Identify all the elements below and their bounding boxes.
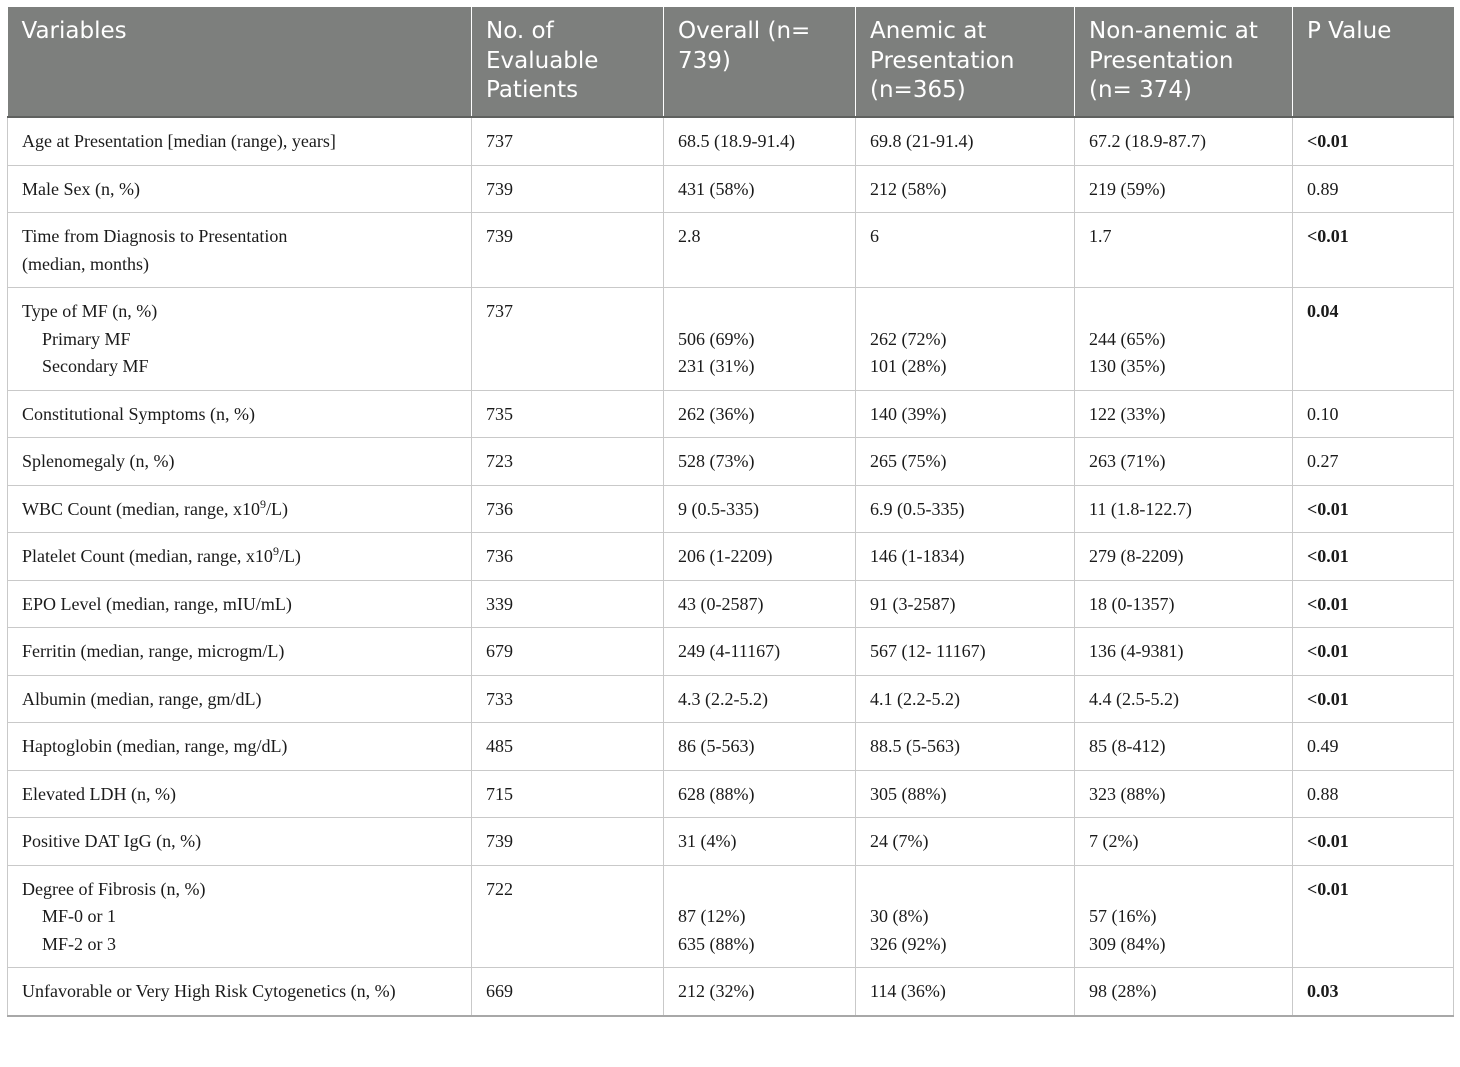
cell-p-value: 0.03 [1293, 968, 1454, 1016]
cell-non-anemic: 219 (59%) [1075, 165, 1293, 213]
cell-anemic: 305 (88%) [856, 770, 1075, 818]
cell-evaluable: 736 [472, 533, 664, 581]
variable-text-unit: /L) [265, 498, 288, 519]
cell-anemic-sub: 101 (28%) [870, 356, 947, 376]
cell-anemic: 6.9 (0.5-335) [856, 485, 1075, 533]
cell-evaluable: 739 [472, 818, 664, 866]
cell-variable [8, 288, 472, 391]
table-row [8, 818, 1454, 866]
cell-anemic: 91 (3-2587) [856, 580, 1075, 628]
cell-evaluable: 722 [472, 865, 664, 968]
cell-p-value: <0.01 [1293, 213, 1454, 288]
table-row [8, 580, 1454, 628]
cell-p-value: 0.89 [1293, 165, 1454, 213]
variable-text: Platelet Count (median, range, x10 [22, 546, 273, 566]
table-row [8, 390, 1454, 438]
cell-overall: 262 (36%) [664, 390, 856, 438]
table-row [8, 968, 1454, 1016]
header-non-anemic: Non-anemic at Presentation (n= 374) [1075, 7, 1293, 117]
cell-anemic-sub: 262 (72%) [870, 328, 947, 349]
cell-variable-sub: MF-0 or 1 [42, 906, 117, 926]
superscript: 9 [272, 544, 279, 558]
header-variables: Variables [8, 7, 472, 117]
table-row [8, 288, 1454, 391]
cell-variable: Positive DAT IgG (n, %) [8, 818, 472, 866]
spacer [678, 298, 841, 326]
cell-overall-sub: 506 (69%) [678, 328, 755, 349]
cell-overall: 2.8 [664, 213, 856, 288]
cell-overall [664, 865, 856, 968]
cell-evaluable: 735 [472, 390, 664, 438]
cell-p-value: <0.01 [1293, 485, 1454, 533]
cell-overall-sub: 231 (31%) [678, 356, 755, 376]
cell-variable: Haptoglobin (median, range, mg/dL) [8, 723, 472, 771]
table-row [8, 675, 1454, 723]
cell-non-anemic: 122 (33%) [1075, 390, 1293, 438]
cell-anemic: 212 (58%) [856, 165, 1075, 213]
cell-evaluable: 737 [472, 117, 664, 165]
header-p-value: P Value [1293, 7, 1454, 117]
cell-evaluable: 679 [472, 628, 664, 676]
cell-non-anemic [1075, 865, 1293, 968]
cell-evaluable: 733 [472, 675, 664, 723]
table-row [8, 438, 1454, 486]
spacer [1089, 298, 1278, 326]
cell-p-value: <0.01 [1293, 533, 1454, 581]
cell-p-value: <0.01 [1293, 865, 1454, 968]
cell-p-value: 0.10 [1293, 390, 1454, 438]
cell-anemic [856, 288, 1075, 391]
cell-variable [8, 865, 472, 968]
cell-non-anemic: 263 (71%) [1075, 438, 1293, 486]
cell-evaluable: 485 [472, 723, 664, 771]
cell-overall: 68.5 (18.9-91.4) [664, 117, 856, 165]
table-row [8, 213, 1454, 288]
cell-overall [664, 288, 856, 391]
cell-p-value: <0.01 [1293, 117, 1454, 165]
cell-non-anemic: 7 (2%) [1075, 818, 1293, 866]
cell-non-anemic: 18 (0-1357) [1075, 580, 1293, 628]
cell-variable: Albumin (median, range, gm/dL) [8, 675, 472, 723]
table-row [8, 485, 1454, 533]
cell-variable-sub: MF-2 or 3 [42, 933, 117, 954]
cell-overall: 528 (73%) [664, 438, 856, 486]
cell-overall: 31 (4%) [664, 818, 856, 866]
cell-overall: 43 (0-2587) [664, 580, 856, 628]
cell-evaluable: 669 [472, 968, 664, 1016]
cell-variable [8, 213, 472, 288]
cell-non-anemic [1075, 288, 1293, 391]
cell-evaluable: 737 [472, 288, 664, 391]
cell-non-anemic-sub: 130 (35%) [1089, 356, 1166, 376]
cell-non-anemic: 4.4 (2.5-5.2) [1075, 675, 1293, 723]
patient-characteristics-table [7, 7, 1454, 1017]
cell-p-value: 0.88 [1293, 770, 1454, 818]
cell-non-anemic-sub: 57 (16%) [1089, 906, 1157, 926]
table-row [8, 865, 1454, 968]
cell-variable-line2: (median, months) [22, 253, 149, 274]
cell-evaluable: 715 [472, 770, 664, 818]
cell-anemic: 24 (7%) [856, 818, 1075, 866]
cell-variable-title: Type of MF (n, %) [22, 301, 158, 321]
cell-non-anemic: 98 (28%) [1075, 968, 1293, 1016]
header-overall: Overall (n= 739) [664, 7, 856, 117]
cell-anemic: 69.8 (21-91.4) [856, 117, 1075, 165]
superscript: 9 [259, 496, 266, 511]
cell-non-anemic: 1.7 [1075, 213, 1293, 288]
cell-anemic: 6 [856, 213, 1075, 288]
cell-overall: 431 (58%) [664, 165, 856, 213]
cell-variable [8, 485, 472, 533]
header-anemic: Anemic at Presentation (n=365) [856, 7, 1075, 117]
table-row [8, 770, 1454, 818]
cell-p-value: <0.01 [1293, 580, 1454, 628]
cell-non-anemic: 323 (88%) [1075, 770, 1293, 818]
cell-variable: Constitutional Symptoms (n, %) [8, 390, 472, 438]
cell-variable-sub: Primary MF [42, 328, 131, 349]
variable-text: WBC Count (median, range, x10 [22, 498, 260, 519]
cell-overall: 212 (32%) [664, 968, 856, 1016]
cell-overall: 628 (88%) [664, 770, 856, 818]
cell-anemic [856, 865, 1075, 968]
cell-overall: 249 (4-11167) [664, 628, 856, 676]
cell-anemic-sub: 30 (8%) [870, 906, 929, 926]
table-row [8, 165, 1454, 213]
cell-p-value: 0.49 [1293, 723, 1454, 771]
cell-evaluable: 736 [472, 485, 664, 533]
cell-anemic: 567 (12- 11167) [856, 628, 1075, 676]
cell-variable: EPO Level (median, range, mIU/mL) [8, 580, 472, 628]
variable-text-unit: /L) [278, 546, 301, 566]
cell-anemic: 88.5 (5-563) [856, 723, 1075, 771]
cell-non-anemic: 136 (4-9381) [1075, 628, 1293, 676]
cell-evaluable: 739 [472, 213, 664, 288]
cell-variable-title: Degree of Fibrosis (n, %) [22, 878, 206, 899]
spacer [870, 298, 1060, 326]
data-table-container [7, 7, 1453, 1017]
cell-anemic: 140 (39%) [856, 390, 1075, 438]
cell-variable: Unfavorable or Very High Risk Cytogenetics (n, %) [8, 968, 472, 1016]
cell-non-anemic-sub: 309 (84%) [1089, 933, 1166, 954]
cell-non-anemic: 279 (8-2209) [1075, 533, 1293, 581]
cell-evaluable: 339 [472, 580, 664, 628]
cell-non-anemic: 85 (8-412) [1075, 723, 1293, 771]
cell-variable: Splenomegaly (n, %) [8, 438, 472, 486]
cell-variable-sub: Secondary MF [42, 356, 149, 376]
cell-anemic: 114 (36%) [856, 968, 1075, 1016]
spacer [1089, 876, 1278, 904]
cell-non-anemic: 11 (1.8-122.7) [1075, 485, 1293, 533]
cell-anemic: 265 (75%) [856, 438, 1075, 486]
cell-anemic: 146 (1-1834) [856, 533, 1075, 581]
header-row [8, 7, 1454, 117]
cell-non-anemic-sub: 244 (65%) [1089, 328, 1166, 349]
cell-variable: Male Sex (n, %) [8, 165, 472, 213]
table-row [8, 533, 1454, 581]
cell-p-value: <0.01 [1293, 675, 1454, 723]
cell-variable [8, 533, 472, 581]
cell-overall: 9 (0.5-335) [664, 485, 856, 533]
cell-anemic-sub: 326 (92%) [870, 933, 947, 954]
cell-variable-line1: Time from Diagnosis to Presentation [22, 226, 288, 246]
cell-overall: 86 (5-563) [664, 723, 856, 771]
cell-overall: 206 (1-2209) [664, 533, 856, 581]
cell-p-value: 0.27 [1293, 438, 1454, 486]
cell-variable: Elevated LDH (n, %) [8, 770, 472, 818]
cell-p-value: <0.01 [1293, 818, 1454, 866]
cell-overall-sub: 87 (12%) [678, 906, 746, 926]
table-row [8, 723, 1454, 771]
cell-non-anemic: 67.2 (18.9-87.7) [1075, 117, 1293, 165]
cell-overall: 4.3 (2.2-5.2) [664, 675, 856, 723]
cell-anemic: 4.1 (2.2-5.2) [856, 675, 1075, 723]
cell-variable: Ferritin (median, range, microgm/L) [8, 628, 472, 676]
cell-overall-sub: 635 (88%) [678, 933, 755, 954]
spacer [678, 876, 841, 904]
cell-p-value: 0.04 [1293, 288, 1454, 391]
spacer [870, 876, 1060, 904]
header-evaluable-patients: No. of Evaluable Patients [472, 7, 664, 117]
cell-p-value: <0.01 [1293, 628, 1454, 676]
cell-evaluable: 739 [472, 165, 664, 213]
table-row [8, 628, 1454, 676]
cell-variable: Age at Presentation [median (range), years] [8, 117, 472, 165]
table-row [8, 117, 1454, 165]
cell-evaluable: 723 [472, 438, 664, 486]
